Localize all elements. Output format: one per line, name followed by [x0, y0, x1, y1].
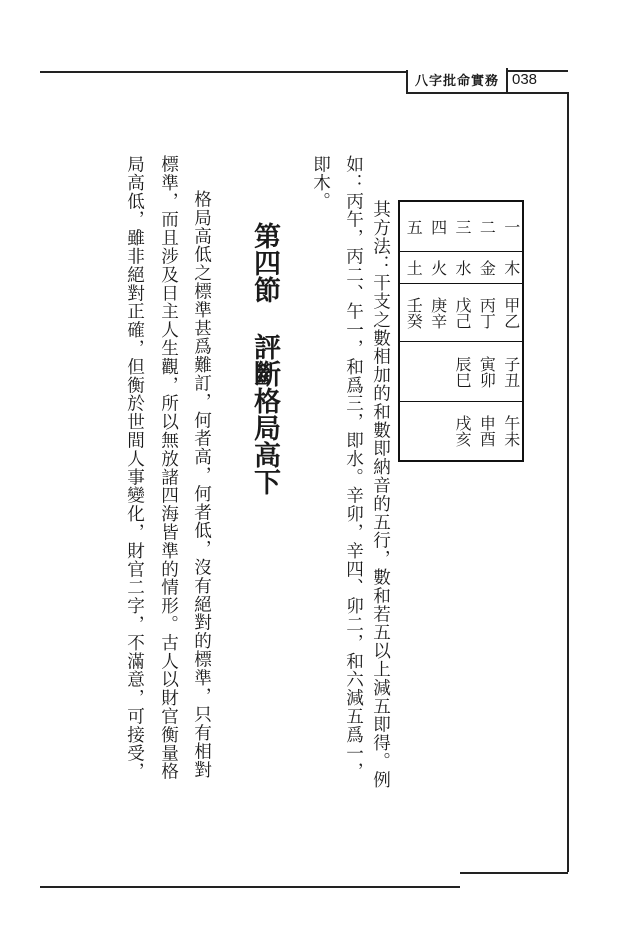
table-cell: 金: [477, 259, 497, 276]
page-number: 038: [512, 71, 538, 88]
table-cell: 木: [501, 259, 521, 276]
header-underline: [406, 92, 568, 94]
footer-rule-tail: [460, 872, 568, 874]
table-cell: 火: [428, 259, 448, 276]
table-cell: 五: [404, 218, 424, 235]
table-cell: 午未: [501, 415, 521, 447]
table-cell: 壬癸: [404, 296, 424, 329]
section-heading: [251, 222, 278, 495]
footer-rule: [40, 886, 460, 888]
table-cell: 戊己: [452, 296, 472, 329]
table-row: [400, 342, 522, 402]
table-cell: 戌亥: [452, 415, 472, 447]
header-rule-left: [40, 71, 406, 73]
table-row: [400, 402, 522, 460]
table-cell: 庚辛: [428, 296, 448, 329]
table-cell: 土: [404, 259, 424, 276]
text-column-6: 局高低，雖非絕對正確，但衡於世間人事變化，財官二字，不滿意，可接受，: [124, 155, 145, 781]
table-cell: 四: [428, 218, 448, 235]
table-row: [400, 202, 522, 252]
table-cell: 一: [501, 218, 521, 235]
table-cell: 丙丁: [477, 296, 497, 329]
table-cell: 三: [452, 218, 472, 235]
text-column-4: 格局高低之標準甚爲難訂，何者高，何者低，沒有絕對的標準，只有相對: [191, 190, 212, 779]
table-cell: 水: [452, 259, 472, 276]
text-column-1: 其方法：干支之數相加的和數即納音的五行，數和若五以上減五即得。例: [370, 200, 391, 789]
wuxing-number-table: [398, 200, 524, 462]
table-row: [400, 252, 522, 284]
text-column-5: 標準，而且涉及日主人生觀，所以無放諸四海皆準的情形。古人以財官衡量格: [158, 155, 179, 781]
table-cell: 申酉: [477, 415, 497, 447]
table-row: [400, 284, 522, 342]
table-cell: 辰巳: [452, 355, 472, 388]
table-cell: 子丑: [501, 355, 521, 388]
section-number: 第四節: [249, 222, 280, 303]
section-title: 評斷格局高下: [249, 333, 280, 495]
table-cell: 寅卯: [477, 355, 497, 388]
table-cell: 甲乙: [501, 296, 521, 329]
text-column-2: 如：丙午，丙二、午一，和爲三，即水。辛卯，辛四、卯二，和六減五爲一，: [343, 155, 364, 781]
text-column-3: 即木。: [310, 155, 331, 211]
right-margin-line: [567, 92, 569, 872]
running-title: 八字批命實務: [414, 74, 499, 89]
table-cell: 二: [477, 218, 497, 235]
